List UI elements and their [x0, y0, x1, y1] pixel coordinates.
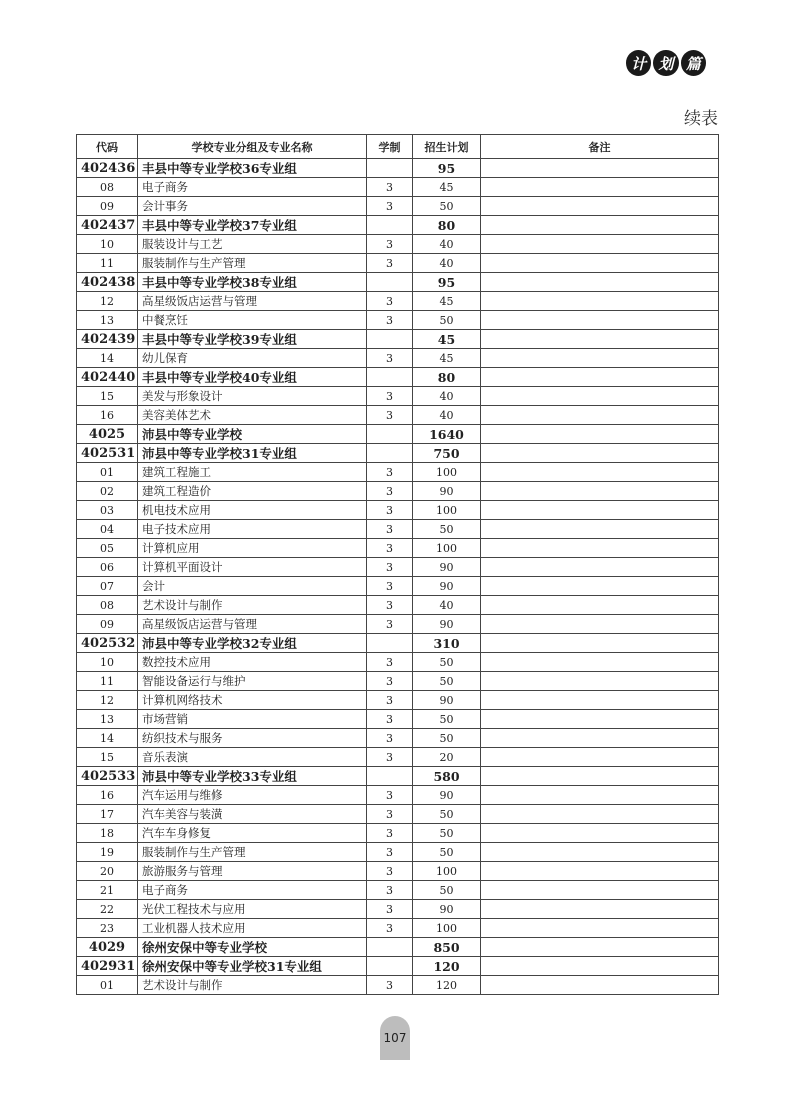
cell-years: 3 [367, 786, 413, 805]
column-header-years: 学制 [367, 135, 413, 159]
cell-name: 电子商务 [138, 881, 367, 900]
table-row-group [77, 330, 719, 349]
table-row-group [77, 634, 719, 653]
cell-name: 高星级饭店运营与管理 [138, 615, 367, 634]
cell-name: 建筑工程造价 [138, 482, 367, 501]
cell-code: 20 [77, 862, 138, 881]
table-row-major [77, 805, 719, 824]
cell-years: 3 [367, 311, 413, 330]
table-row-major [77, 406, 719, 425]
cell-quota: 40 [413, 406, 481, 425]
cell-name: 计算机平面设计 [138, 558, 367, 577]
cell-code: 01 [77, 463, 138, 482]
table-row-major [77, 691, 719, 710]
cell-remarks [481, 615, 719, 634]
cell-years [367, 634, 413, 653]
cell-quota: 50 [413, 311, 481, 330]
cell-quota: 80 [413, 216, 481, 235]
cell-years [367, 767, 413, 786]
cell-remarks [481, 349, 719, 368]
cell-years: 3 [367, 558, 413, 577]
cell-remarks [481, 653, 719, 672]
cell-quota: 40 [413, 596, 481, 615]
cell-remarks [481, 957, 719, 976]
cell-years [367, 368, 413, 387]
cell-name: 沛县中等专业学校31专业组 [138, 444, 367, 463]
cell-code: 16 [77, 786, 138, 805]
cell-code: 402437 [77, 216, 138, 235]
table-row-major [77, 596, 719, 615]
cell-name: 丰县中等专业学校39专业组 [138, 330, 367, 349]
cell-remarks [481, 786, 719, 805]
continued-table-label: 续表 [684, 109, 718, 129]
cell-years: 3 [367, 577, 413, 596]
cell-code: 01 [77, 976, 138, 995]
table-row-group [77, 159, 719, 178]
cell-quota: 90 [413, 900, 481, 919]
table-row-major [77, 729, 719, 748]
cell-years [367, 957, 413, 976]
cell-code: 402533 [77, 767, 138, 786]
cell-remarks [481, 482, 719, 501]
cell-code: 07 [77, 577, 138, 596]
cell-name: 丰县中等专业学校36专业组 [138, 159, 367, 178]
cell-remarks [481, 976, 719, 995]
cell-code: 13 [77, 311, 138, 330]
cell-code: 10 [77, 235, 138, 254]
cell-remarks [481, 463, 719, 482]
cell-code: 08 [77, 178, 138, 197]
cell-quota: 100 [413, 862, 481, 881]
cell-code: 14 [77, 349, 138, 368]
cell-code: 22 [77, 900, 138, 919]
cell-code: 11 [77, 672, 138, 691]
cell-remarks [481, 862, 719, 881]
cell-quota: 45 [413, 178, 481, 197]
cell-quota: 90 [413, 482, 481, 501]
table-row-major [77, 710, 719, 729]
table-body [77, 159, 719, 995]
cell-quota: 310 [413, 634, 481, 653]
cell-name: 徐州安保中等专业学校 [138, 938, 367, 957]
table-row-major [77, 672, 719, 691]
cell-years [367, 159, 413, 178]
table-row-major [77, 387, 719, 406]
table-row-major [77, 482, 719, 501]
table-row-group [77, 425, 719, 444]
cell-quota: 40 [413, 235, 481, 254]
table-row-group [77, 957, 719, 976]
cell-quota: 95 [413, 273, 481, 292]
cell-code: 4029 [77, 938, 138, 957]
cell-years: 3 [367, 919, 413, 938]
cell-quota: 50 [413, 520, 481, 539]
cell-code: 11 [77, 254, 138, 273]
table-header-row [77, 135, 719, 159]
cell-remarks [481, 444, 719, 463]
column-header-code: 代码 [77, 135, 138, 159]
cell-code: 03 [77, 501, 138, 520]
cell-quota: 100 [413, 463, 481, 482]
cell-code: 10 [77, 653, 138, 672]
cell-quota: 50 [413, 672, 481, 691]
cell-code: 402440 [77, 368, 138, 387]
table-row-major [77, 349, 719, 368]
cell-code: 06 [77, 558, 138, 577]
table-row-group [77, 368, 719, 387]
enrollment-plan-table [76, 134, 719, 995]
cell-quota: 100 [413, 539, 481, 558]
cell-code: 402436 [77, 159, 138, 178]
cell-years [367, 216, 413, 235]
cell-remarks [481, 254, 719, 273]
cell-name: 沛县中等专业学校32专业组 [138, 634, 367, 653]
cell-remarks [481, 919, 719, 938]
cell-name: 艺术设计与制作 [138, 976, 367, 995]
table-row-group [77, 938, 719, 957]
table-row-major [77, 520, 719, 539]
cell-years: 3 [367, 254, 413, 273]
cell-code: 08 [77, 596, 138, 615]
cell-code: 05 [77, 539, 138, 558]
cell-quota: 100 [413, 919, 481, 938]
cell-code: 12 [77, 292, 138, 311]
cell-name: 建筑工程施工 [138, 463, 367, 482]
cell-remarks [481, 292, 719, 311]
cell-years: 3 [367, 349, 413, 368]
cell-name: 会计 [138, 577, 367, 596]
cell-years: 3 [367, 463, 413, 482]
cell-years: 3 [367, 976, 413, 995]
cell-name: 汽车美容与装潢 [138, 805, 367, 824]
table-row-major [77, 539, 719, 558]
cell-remarks [481, 767, 719, 786]
cell-name: 汽车车身修复 [138, 824, 367, 843]
cell-years: 3 [367, 748, 413, 767]
cell-quota: 120 [413, 957, 481, 976]
column-header-name: 学校专业分组及专业名称 [138, 135, 367, 159]
cell-code: 09 [77, 615, 138, 634]
cell-years: 3 [367, 197, 413, 216]
cell-code: 12 [77, 691, 138, 710]
cell-remarks [481, 558, 719, 577]
table-row-major [77, 653, 719, 672]
cell-quota: 850 [413, 938, 481, 957]
cell-years: 3 [367, 653, 413, 672]
cell-years: 3 [367, 710, 413, 729]
cell-name: 旅游服务与管理 [138, 862, 367, 881]
cell-remarks [481, 634, 719, 653]
cell-quota: 750 [413, 444, 481, 463]
cell-remarks [481, 387, 719, 406]
cell-remarks [481, 539, 719, 558]
cell-quota: 1640 [413, 425, 481, 444]
cell-code: 402439 [77, 330, 138, 349]
logo-char-2: 划 [653, 50, 678, 76]
cell-quota: 50 [413, 843, 481, 862]
cell-years [367, 444, 413, 463]
cell-years: 3 [367, 178, 413, 197]
cell-code: 23 [77, 919, 138, 938]
cell-quota: 90 [413, 615, 481, 634]
table-row-major [77, 311, 719, 330]
cell-name: 幼儿保育 [138, 349, 367, 368]
cell-years: 3 [367, 805, 413, 824]
table-row-major [77, 919, 719, 938]
cell-years: 3 [367, 235, 413, 254]
cell-name: 服装制作与生产管理 [138, 254, 367, 273]
cell-remarks [481, 235, 719, 254]
cell-years: 3 [367, 292, 413, 311]
cell-name: 服装设计与工艺 [138, 235, 367, 254]
cell-remarks [481, 425, 719, 444]
cell-remarks [481, 501, 719, 520]
cell-years [367, 938, 413, 957]
cell-years: 3 [367, 843, 413, 862]
cell-quota: 100 [413, 501, 481, 520]
table-row-major [77, 501, 719, 520]
cell-quota: 50 [413, 881, 481, 900]
table-row-major [77, 292, 719, 311]
cell-years: 3 [367, 482, 413, 501]
table-row-major [77, 463, 719, 482]
cell-years: 3 [367, 615, 413, 634]
cell-quota: 90 [413, 786, 481, 805]
cell-quota: 580 [413, 767, 481, 786]
cell-quota: 45 [413, 349, 481, 368]
logo-char-1: 计 [626, 50, 651, 76]
table-row-group [77, 273, 719, 292]
cell-years: 3 [367, 596, 413, 615]
cell-years: 3 [367, 824, 413, 843]
cell-name: 丰县中等专业学校38专业组 [138, 273, 367, 292]
table-row-major [77, 900, 719, 919]
cell-quota: 50 [413, 729, 481, 748]
cell-code: 402438 [77, 273, 138, 292]
cell-remarks [481, 311, 719, 330]
table-row-group [77, 444, 719, 463]
cell-quota: 50 [413, 824, 481, 843]
cell-quota: 80 [413, 368, 481, 387]
cell-name: 丰县中等专业学校40专业组 [138, 368, 367, 387]
cell-code: 402532 [77, 634, 138, 653]
cell-years [367, 425, 413, 444]
cell-remarks [481, 273, 719, 292]
table-row-major [77, 235, 719, 254]
table-row-major [77, 976, 719, 995]
cell-remarks [481, 330, 719, 349]
cell-remarks [481, 843, 719, 862]
cell-remarks [481, 900, 719, 919]
cell-years: 3 [367, 672, 413, 691]
cell-years [367, 330, 413, 349]
cell-quota: 50 [413, 710, 481, 729]
cell-quota: 90 [413, 577, 481, 596]
cell-quota: 40 [413, 254, 481, 273]
cell-name: 数控技术应用 [138, 653, 367, 672]
cell-quota: 40 [413, 387, 481, 406]
cell-years: 3 [367, 900, 413, 919]
cell-code: 13 [77, 710, 138, 729]
cell-code: 4025 [77, 425, 138, 444]
table-row-major [77, 197, 719, 216]
cell-name: 艺术设计与制作 [138, 596, 367, 615]
cell-quota: 50 [413, 805, 481, 824]
cell-quota: 45 [413, 292, 481, 311]
cell-code: 18 [77, 824, 138, 843]
cell-name: 沛县中等专业学校33专业组 [138, 767, 367, 786]
cell-remarks [481, 368, 719, 387]
cell-quota: 120 [413, 976, 481, 995]
cell-code: 14 [77, 729, 138, 748]
cell-years: 3 [367, 691, 413, 710]
cell-years: 3 [367, 729, 413, 748]
cell-code: 16 [77, 406, 138, 425]
cell-years [367, 273, 413, 292]
cell-years: 3 [367, 881, 413, 900]
cell-quota: 45 [413, 330, 481, 349]
table-row-major [77, 577, 719, 596]
cell-remarks [481, 710, 719, 729]
cell-remarks [481, 672, 719, 691]
table-row-major [77, 786, 719, 805]
cell-name: 沛县中等专业学校 [138, 425, 367, 444]
cell-years: 3 [367, 501, 413, 520]
cell-code: 15 [77, 748, 138, 767]
cell-quota: 50 [413, 653, 481, 672]
cell-name: 机电技术应用 [138, 501, 367, 520]
cell-code: 09 [77, 197, 138, 216]
cell-code: 15 [77, 387, 138, 406]
cell-name: 电子商务 [138, 178, 367, 197]
cell-name: 计算机应用 [138, 539, 367, 558]
cell-remarks [481, 805, 719, 824]
cell-name: 工业机器人技术应用 [138, 919, 367, 938]
cell-quota: 95 [413, 159, 481, 178]
cell-name: 高星级饭店运营与管理 [138, 292, 367, 311]
cell-code: 17 [77, 805, 138, 824]
cell-name: 服装制作与生产管理 [138, 843, 367, 862]
cell-code: 04 [77, 520, 138, 539]
table-row-major [77, 824, 719, 843]
cell-quota: 50 [413, 197, 481, 216]
cell-remarks [481, 729, 719, 748]
cell-remarks [481, 520, 719, 539]
cell-remarks [481, 406, 719, 425]
logo-char-3: 篇 [681, 50, 706, 76]
cell-years: 3 [367, 539, 413, 558]
cell-name: 计算机网络技术 [138, 691, 367, 710]
cell-remarks [481, 159, 719, 178]
cell-remarks [481, 881, 719, 900]
cell-name: 汽车运用与维修 [138, 786, 367, 805]
table-row-major [77, 254, 719, 273]
table-row-major [77, 862, 719, 881]
cell-remarks [481, 216, 719, 235]
cell-name: 美发与形象设计 [138, 387, 367, 406]
cell-name: 智能设备运行与维护 [138, 672, 367, 691]
cell-remarks [481, 596, 719, 615]
cell-name: 音乐表演 [138, 748, 367, 767]
table-row-major [77, 748, 719, 767]
table-row-major [77, 558, 719, 577]
cell-years: 3 [367, 520, 413, 539]
cell-remarks [481, 824, 719, 843]
cell-remarks [481, 178, 719, 197]
table-row-major [77, 615, 719, 634]
cell-code: 02 [77, 482, 138, 501]
cell-name: 丰县中等专业学校37专业组 [138, 216, 367, 235]
table-row-major [77, 881, 719, 900]
column-header-quota: 招生计划 [413, 135, 481, 159]
cell-quota: 90 [413, 558, 481, 577]
table-row-major [77, 843, 719, 862]
page-number: 107 [380, 1016, 410, 1060]
cell-quota: 90 [413, 691, 481, 710]
cell-code: 21 [77, 881, 138, 900]
table-row-major [77, 178, 719, 197]
table-row-group [77, 216, 719, 235]
cell-name: 会计事务 [138, 197, 367, 216]
section-logo [626, 48, 706, 78]
table-row-group [77, 767, 719, 786]
cell-name: 纺织技术与服务 [138, 729, 367, 748]
cell-remarks [481, 577, 719, 596]
cell-quota: 20 [413, 748, 481, 767]
cell-remarks [481, 748, 719, 767]
cell-years: 3 [367, 862, 413, 881]
cell-remarks [481, 938, 719, 957]
cell-name: 电子技术应用 [138, 520, 367, 539]
cell-years: 3 [367, 387, 413, 406]
cell-name: 市场营销 [138, 710, 367, 729]
cell-name: 中餐烹饪 [138, 311, 367, 330]
cell-code: 402531 [77, 444, 138, 463]
cell-name: 光伏工程技术与应用 [138, 900, 367, 919]
cell-years: 3 [367, 406, 413, 425]
column-header-remarks: 备注 [481, 135, 719, 159]
cell-remarks [481, 197, 719, 216]
cell-name: 美容美体艺术 [138, 406, 367, 425]
cell-code: 19 [77, 843, 138, 862]
cell-code: 402931 [77, 957, 138, 976]
cell-name: 徐州安保中等专业学校31专业组 [138, 957, 367, 976]
cell-remarks [481, 691, 719, 710]
